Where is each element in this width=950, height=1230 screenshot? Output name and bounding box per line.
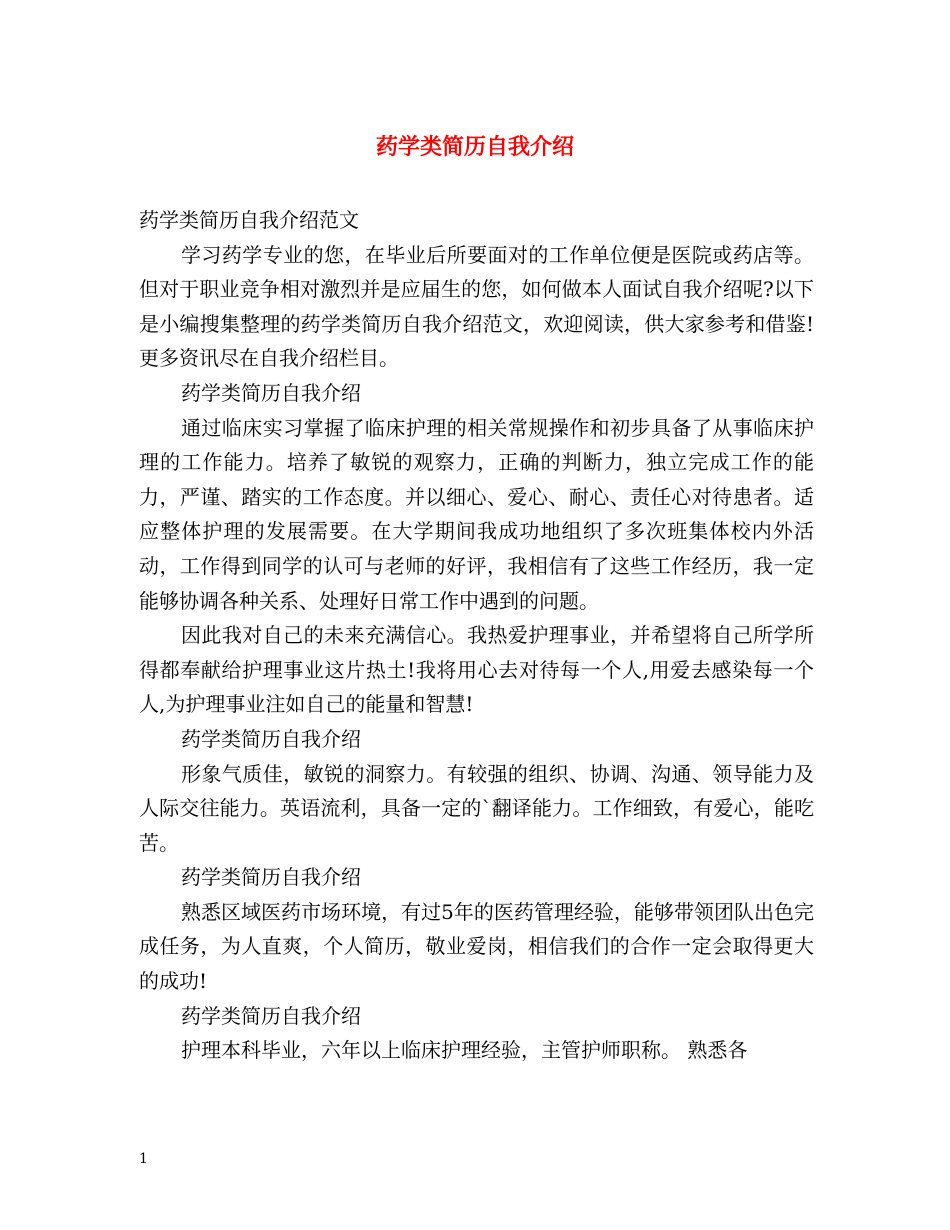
paragraph-2: 药学类简历自我介绍 (181, 380, 361, 405)
document-body (139, 203, 814, 1068)
paragraph-7: 药学类简历自我介绍 (181, 865, 361, 890)
paragraph-3: 通过临床实习掌握了临床护理的相关常规操作和初步具备了从事临床护理的工作能力。培养了敏锐的观察力，正确的判断力，独立完成工作的能力，严谨、踏实的工作态度。并以细心、爱心、耐心、责任心对待患者。适应整体护理的发展需要。在大学期间我成功地组织了多次班集体校内外活动，工作得到同学的认可与老师的好评，我相信有了这些工作经历，我一定能够协调各种关系、处理好日常工作中遇到的问题。 (139, 415, 814, 613)
paragraph-10: 护理本科毕业，六年以上临床护理经验，主管护师职称。 熟悉各 (181, 1038, 748, 1063)
page-number: 1 (139, 1151, 148, 1167)
paragraph-5: 药学类简历自我介绍 (181, 726, 361, 751)
paragraph-9: 药学类简历自我介绍 (181, 1003, 361, 1028)
document-title: 药学类简历自我介绍 (375, 134, 574, 160)
paragraph-0: 药学类简历自我介绍范文 (139, 208, 359, 232)
paragraph-4: 因此我对自己的未来充满信心。我热爱护理事业，并希望将自己所学所得都奉献给护理事业这片热土!我将用心去对待每一个人,用爱去感染每一个人,为护理事业注如自己的能量和智慧! (139, 623, 814, 717)
paragraph-6: 形象气质佳，敏锐的洞察力。有较强的组织、协调、沟通、领导能力及人际交往能力。英语流利，具备一定的`翻译能力。工作细致，有爱心，能吃苦。 (139, 761, 814, 855)
paragraph-1: 学习药学专业的您，在毕业后所要面对的工作单位便是医院或药店等。但对于职业竞争相对激烈并是应届生的您，如何做本人面试自我介绍呢?以下是小编搜集整理的药学类简历自我介绍范文，欢迎阅读，供大家参考和借鉴!更多资讯尽在自我介绍栏目。 (139, 242, 814, 371)
paragraph-8: 熟悉区域医药市场环境，有过5年的医药管理经验，能够带领团队出色完成任务，为人直爽，个人简历，敬业爱岗，相信我们的合作一定会取得更大的成功! (139, 899, 814, 994)
